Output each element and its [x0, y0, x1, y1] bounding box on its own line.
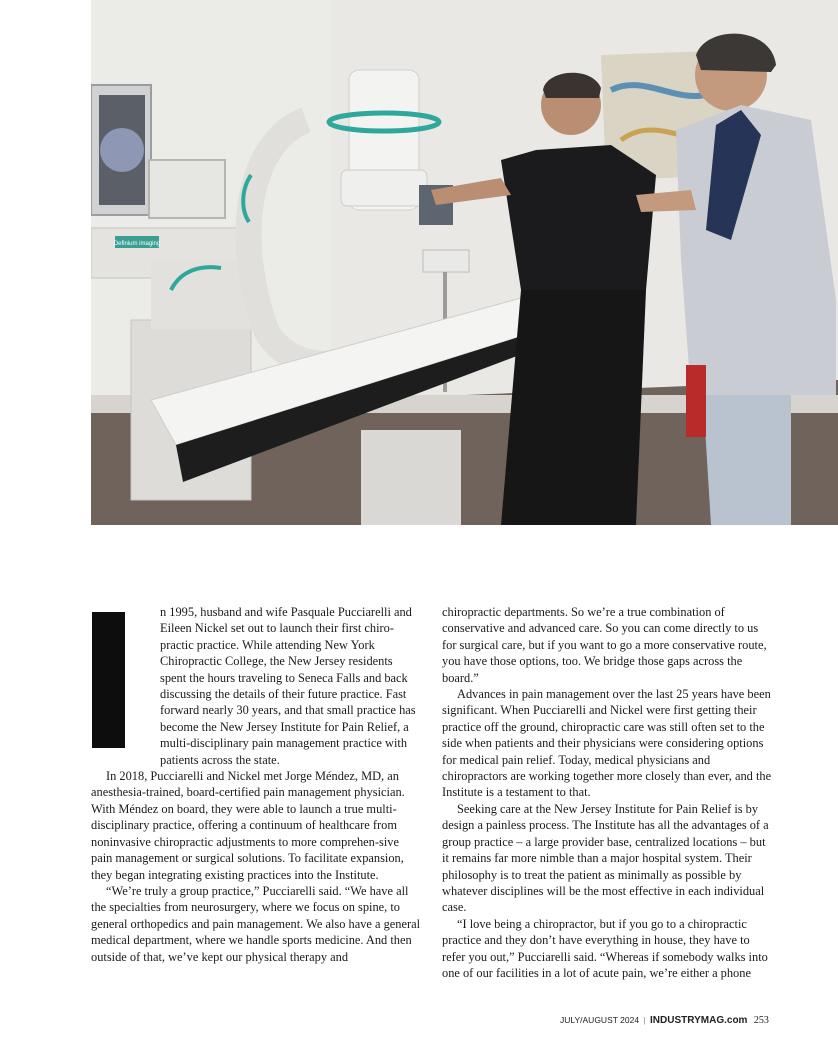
- article-photo: [91, 0, 838, 525]
- lead-line: Chiropractic College, the New Jersey residents: [160, 654, 393, 669]
- body-paragraph: Advances in pain management over the last 25 years have been significant. When Pucciarelli and Nickel were first getting their practice off the ground, chiropractic care was still often set to the side when patients and their physicians were considering options for medical pain relief. Today, medical physicians and chiropractors are working together more closely than ever, and the Institute is a testament to that.: [442, 687, 772, 800]
- page-number: 253: [753, 1015, 769, 1026]
- lead-line: spent the hours traveling to Seneca Falls and back: [160, 670, 408, 685]
- lead-line: Eileen Nickel set out to launch their first chiro-: [160, 621, 394, 636]
- lead-line: patients across the state.: [160, 752, 280, 767]
- body-paragraph: Seeking care at the New Jersey Institute for Pain Relief is by design a painless process. The Institute has all the advantages of a group practice – a large provider base, centralized locations – but it remains far more nimble than a major hospital system. Their philosophy is to treat the patient as minimally as possible by whatever disciplines will be the most effective in each individual case.: [442, 801, 769, 915]
- page-footer: [560, 1015, 790, 1026]
- lead-line: multi-disciplinary pain management practice with: [160, 736, 408, 751]
- body-paragraph: chiropractic departments. So we’re a true combination of conservative and advanced care. So you can come directly to us for surgical care, but if you want to go a more conservative route, you have those options, too. We bridge those gaps across the board.”: [442, 605, 767, 685]
- lead-line: practic practice. While attending New York: [160, 637, 375, 652]
- lead-line: forward nearly 30 years, and that small practice has: [160, 703, 416, 718]
- site-link[interactable]: INDUSTRYMAG.com: [650, 1015, 748, 1026]
- lead-paragraph: [91, 604, 421, 768]
- body-paragraph: In 2018, Pucciarelli and Nickel met Jorge Méndez, MD, an anesthesia-trained, board-certified pain management physician. With Méndez on board, they were able to launch a true multi-disciplinary practice, offering a continuum of healthcare from noninvasive chiropractic adjustments to more comprehen-sive pain management or surgical solutions. To facilitate expansion, they began integrating existing practices into the Institute.: [91, 769, 405, 882]
- body-paragraph: “We’re truly a group practice,” Pucciarelli said. “We have all the specialties from neurosurgery, where we focus on spine, to general orthopedics and pain management. We also have a general medical department, where we handle sports medicine. And then outside of that, we’ve kept our physical therapy and: [91, 883, 421, 964]
- lead-line: n 1995, husband and wife Pasquale Pucciarelli and: [160, 605, 412, 619]
- equipment-label: Definium imaging: [113, 241, 161, 247]
- lead-line: become the New Jersey Institute for Pain Relief, a: [160, 719, 409, 734]
- lead-line: discussing the details of their future practice. Fast: [160, 687, 407, 702]
- body-paragraph: “I love being a chiropractor, but if you go to a chiropractic practice and they don’t have everything in house, they have to refer you out,” Pucciarelli said. “Whereas if somebody walks into one of our facilities in a lot of acute pain, we’re either a phone: [442, 916, 768, 980]
- issue-date: JULY/AUGUST 2024: [560, 1015, 640, 1025]
- article-column-1: [91, 604, 421, 965]
- article-column-2: [442, 604, 774, 981]
- clinic-photo-illustration: [91, 0, 838, 525]
- footer-separator: |: [643, 1015, 646, 1025]
